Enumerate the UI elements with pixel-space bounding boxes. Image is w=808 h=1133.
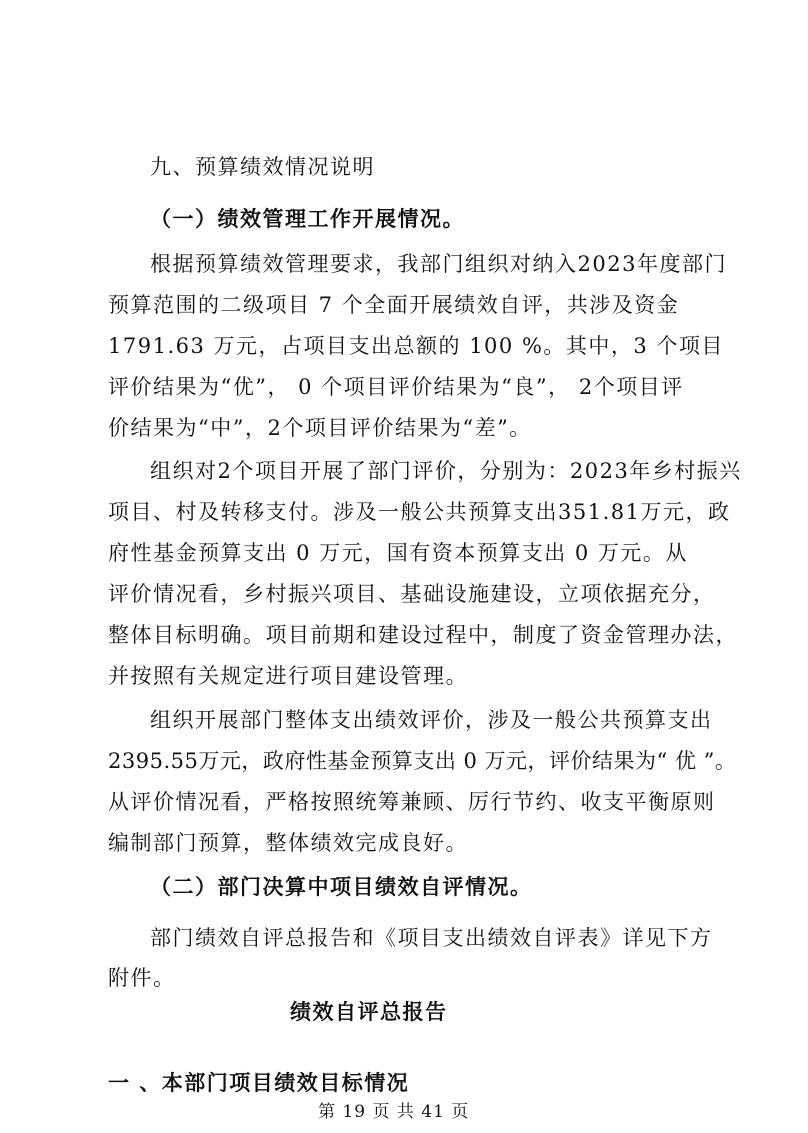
paragraph-line: 2395.55万元，政府性基金预算支出 0 万元，评价结果为“ 优 ”。 (108, 749, 737, 773)
report-section-heading: 一 、本部门项目绩效目标情况 (108, 1071, 410, 1095)
paragraph-line: 项目、村及转移支付。涉及一般公共预算支出351.81万元，政 (108, 500, 731, 524)
paragraph-line: 附件。 (108, 966, 176, 990)
paragraph-line: 评价情况看，乡村振兴项目、基础设施建设，立项依据充分， (108, 582, 716, 606)
paragraph-line: 府性基金预算支出 0 万元，国有资本预算支出 0 万元。从 (108, 541, 688, 565)
paragraph-line: 预算范围的二级项目 7 个全面开展绩效自评，共涉及资金 (108, 293, 680, 317)
paragraph-line: 价结果为“中”，2个项目评价结果为“差”。 (108, 416, 532, 440)
subsection-1-title: （一）绩效管理工作开展情况。 (150, 207, 465, 231)
page-number-footer: 第 19 页 共 41 页 (318, 1102, 470, 1122)
paragraph-line: 整体目标明确。项目前期和建设过程中，制度了资金管理办法， (108, 623, 738, 647)
paragraph-line: 从评价情况看，严格按照统筹兼顾、厉行节约、收支平衡原则 (108, 790, 716, 814)
paragraph-line: 组织对2个项目开展了部门评价，分别为：2023年乡村振兴 (150, 459, 742, 483)
paragraph-line: 部门绩效自评总报告和《项目支出绩效自评表》详见下方 (150, 926, 713, 950)
paragraph-line: 组织开展部门整体支出绩效评价，涉及一般公共预算支出 (150, 708, 713, 732)
report-title: 绩效自评总报告 (290, 1000, 448, 1024)
paragraph-line: 编制部门预算，整体绩效完成良好。 (108, 831, 468, 855)
paragraph-line: 并按照有关规定进行项目建设管理。 (108, 664, 468, 688)
subsection-2-title: （二）部门决算中项目绩效自评情况。 (150, 875, 533, 899)
paragraph-line: 根据预算绩效管理要求，我部门组织对纳入2023年度部门 (150, 252, 727, 276)
paragraph-line: 1791.63 万元，占项目支出总额的 100 %。其中，3 个项目 (108, 334, 724, 358)
section-heading: 九、预算绩效情况说明 (150, 155, 375, 179)
paragraph-line: 评价结果为“优”， 0 个项目评价结果为“良”， 2个项目评 (108, 375, 684, 399)
